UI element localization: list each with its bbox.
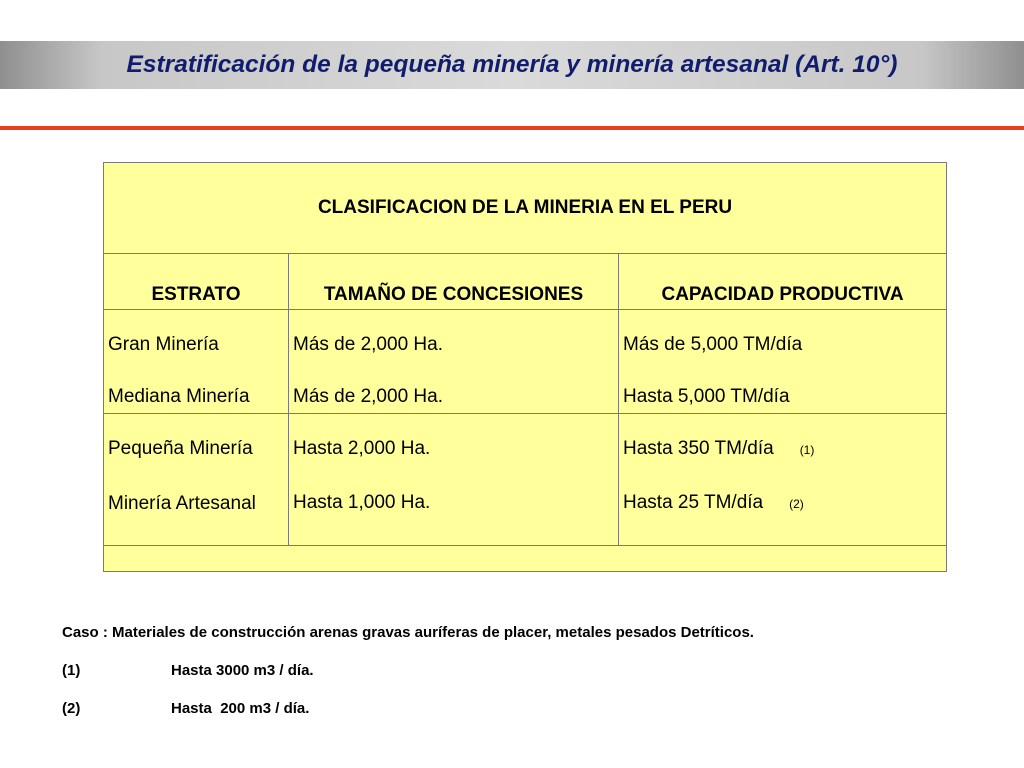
estrato-cell (104, 414, 289, 546)
footnote-2-value: Hasta 200 m3 / día. (171, 700, 310, 717)
footnote-1-key: (1) (62, 662, 81, 679)
estrato-mediana: Mediana Minería (108, 386, 250, 407)
tamano-pequena: Hasta 2,000 Ha. (293, 438, 431, 459)
footnote-2-key: (2) (62, 700, 81, 717)
capacidad-gran: Más de 5,000 TM/día (623, 334, 803, 355)
tamano-cell (289, 414, 619, 546)
estrato-artesanal: Minería Artesanal (108, 493, 256, 514)
estrato-cell (104, 310, 289, 414)
header-capacidad: CAPACIDAD PRODUCTIVA (619, 254, 947, 310)
caso-note: Caso : Materiales de construcción arenas gravas auríferas de placer, metales pesados Detríticos. (62, 624, 754, 641)
capacidad-artesanal-value: Hasta 25 TM/día (623, 492, 764, 513)
capacidad-pequena-value: Hasta 350 TM/día (623, 438, 774, 459)
table-row (104, 310, 947, 414)
capacidad-pequena (623, 438, 814, 460)
capacidad-cell (619, 310, 947, 414)
tamano-artesanal: Hasta 1,000 Ha. (293, 492, 431, 513)
title-bar (0, 41, 1024, 89)
capacidad-mediana: Hasta 5,000 TM/día (623, 386, 790, 407)
header-tamano: TAMAÑO DE CONCESIONES (289, 254, 619, 310)
footnote-marker-1: (1) (799, 443, 815, 457)
mining-classification-table (103, 162, 947, 572)
header-estrato: ESTRATO (104, 254, 289, 310)
divider-rule (0, 126, 1024, 130)
footnote-1-value: Hasta 3000 m3 / día. (171, 662, 314, 679)
table-footer-empty (104, 546, 947, 572)
table-row (104, 414, 947, 546)
capacidad-artesanal (623, 492, 804, 514)
tamano-gran: Más de 2,000 Ha. (293, 334, 443, 355)
slide-title: Estratificación de la pequeña minería y minería artesanal (Art. 10°) (126, 51, 898, 78)
estrato-gran: Gran Minería (108, 334, 219, 355)
capacidad-cell (619, 414, 947, 546)
tamano-cell (289, 310, 619, 414)
table-caption: CLASIFICACION DE LA MINERIA EN EL PERU (104, 163, 947, 254)
estrato-pequena: Pequeña Minería (108, 438, 253, 459)
tamano-mediana: Más de 2,000 Ha. (293, 386, 443, 407)
footnote-marker-2: (2) (789, 497, 804, 511)
